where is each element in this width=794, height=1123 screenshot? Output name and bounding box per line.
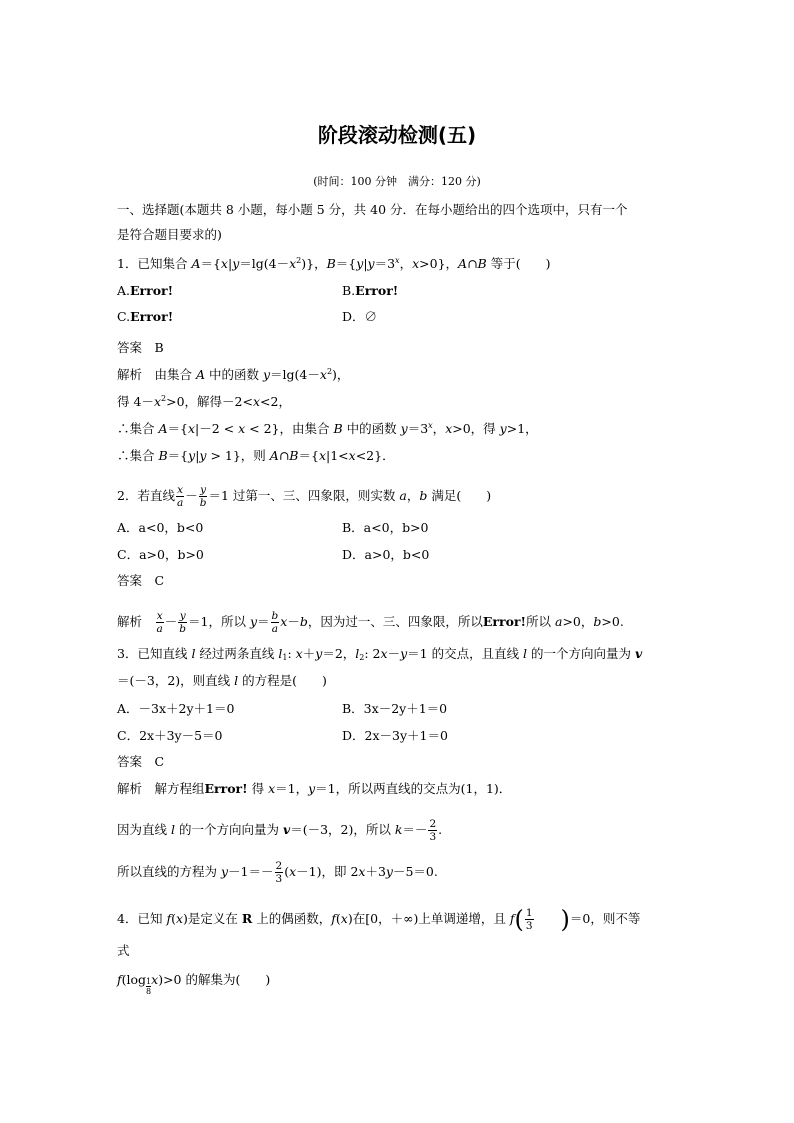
fraction-x-over-a-2: $\frac{x}{a}$	[156, 610, 163, 635]
question-1-analysis-line-1: 解析 由集合 A 中的函数 $y=\lg(4-x^2)$，	[117, 367, 350, 382]
question-1-answer: 答案 B	[117, 340, 164, 355]
question-2-option-c: C．a>0，b>0	[117, 547, 204, 562]
fraction-two-thirds-2: $\frac{2}{3}$	[275, 860, 283, 885]
question-1-stem: 1．已知集合 $A=\{x|y=\lg(4-x^2)\}$，$B=\{y|y=3^x$，x>0}，A∩B 等于( )	[117, 256, 551, 271]
question-2-option-b: B．a<0，b>0	[342, 520, 429, 535]
question-1-option-d: D．∅	[342, 309, 378, 324]
question-1-analysis-line-3: ∴集合 A＝{x|－2 < x < 2}，由集合 B 中的函数 $y=3^x$，x>0，得 y>1，	[117, 421, 538, 436]
log-base-one-eighth: $\frac{1}{8}$	[146, 977, 152, 996]
question-3-stem-line-2: ＝(－3，2)，则直线 l 的方程是( )	[117, 673, 327, 688]
question-1-option-c: C.Error!	[117, 309, 174, 324]
section-heading-cont: 是符合题目要求的)	[117, 227, 222, 242]
page-title: 阶段滚动检测(五)	[317, 123, 477, 147]
question-1-option-a: A.Error!	[117, 283, 174, 298]
fraction-y-over-b-2: $\frac{y}{b}$	[179, 610, 187, 635]
question-3-stem-line-1: 3．已知直线 l 经过两条直线 $l_1$: x＋y＝2，$l_2$: 2x－y＝1 的交点，且直线 l 的一个方向向量为 v	[117, 646, 643, 662]
question-3-option-b: B．3x－2y＋1＝0	[342, 701, 448, 716]
question-3-answer: 答案 C	[117, 754, 165, 769]
question-3-option-a: A．－3x＋2y＋1＝0	[117, 701, 235, 716]
fraction-x-over-a: $\frac{x}{a}$	[176, 484, 184, 509]
fraction-two-thirds: $\frac{2}{3}$	[429, 818, 437, 843]
question-2-answer: 答案 C	[117, 573, 165, 588]
question-3-analysis-line-1: 解析 解方程组Error! 得 x＝1，y＝1，所以两直线的交点为(1，1)．	[117, 781, 512, 796]
question-2-stem: 2．若直线 $\frac{x}{a}$ － $\frac{y}{b}$ ＝1 过第一、三、四象限，则实数 a，b 满足( )	[117, 484, 492, 509]
section-heading: 一、选择题(本题共 8 小题，每小题 5 分，共 40 分．在每小题给出的四个选项中，只有一个	[117, 202, 628, 217]
exam-info: (时间：100 分钟 满分：120 分)	[313, 175, 481, 188]
question-2-option-d: D．a>0，b<0	[342, 547, 430, 562]
question-3-option-d: D．2x－3y＋1＝0	[342, 728, 448, 743]
question-3-analysis-line-3: 所以直线的方程为 y－1＝－ $\frac{2}{3}$ (x－1)，即 2x＋3y－5＝0.	[117, 860, 438, 885]
question-4-stem-line-3: f(log $\frac{1}{8}$ x)>0 的解集为( )	[117, 972, 271, 996]
fraction-y-over-b: $\frac{y}{b}$	[199, 484, 207, 509]
question-2-analysis: 解析 $\frac{x}{a}$ － $\frac{y}{b}$ ＝1，所以 y＝ $\frac{b}{a}$ x－b，因为过一、三、四象限，所以Error!所以 a>0，b>0.	[117, 610, 624, 635]
question-4-stem-line-1: 4．已知 f(x)是定义在 R 上的偶函数，f(x)在[0，＋∞)上单调递增，且 f( $\frac{1}{3}$ )＝0，则不等	[117, 905, 641, 934]
question-4-stem-line-2: 式	[117, 943, 130, 958]
fraction-b-over-a: $\frac{b}{a}$	[271, 610, 279, 635]
question-1-analysis-line-2: 得 $4-x^2>0$，解得－2<x<2，	[117, 394, 291, 409]
question-1-analysis-line-4: ∴集合 B＝{y|y > 1}，则 A∩B＝{x|1<x<2}．	[117, 448, 395, 463]
question-3-option-c: C．2x＋3y－5＝0	[117, 728, 223, 743]
question-1-option-b: B.Error!	[342, 283, 399, 298]
fraction-one-third: $\frac{1}{3}$	[525, 907, 533, 932]
question-3-analysis-line-2: 因为直线 l 的一个方向向量为 v＝(－3，2)，所以 k＝－ $\frac{2}{3}$ .	[117, 818, 443, 843]
question-2-option-a: A．a<0，b<0	[117, 520, 204, 535]
